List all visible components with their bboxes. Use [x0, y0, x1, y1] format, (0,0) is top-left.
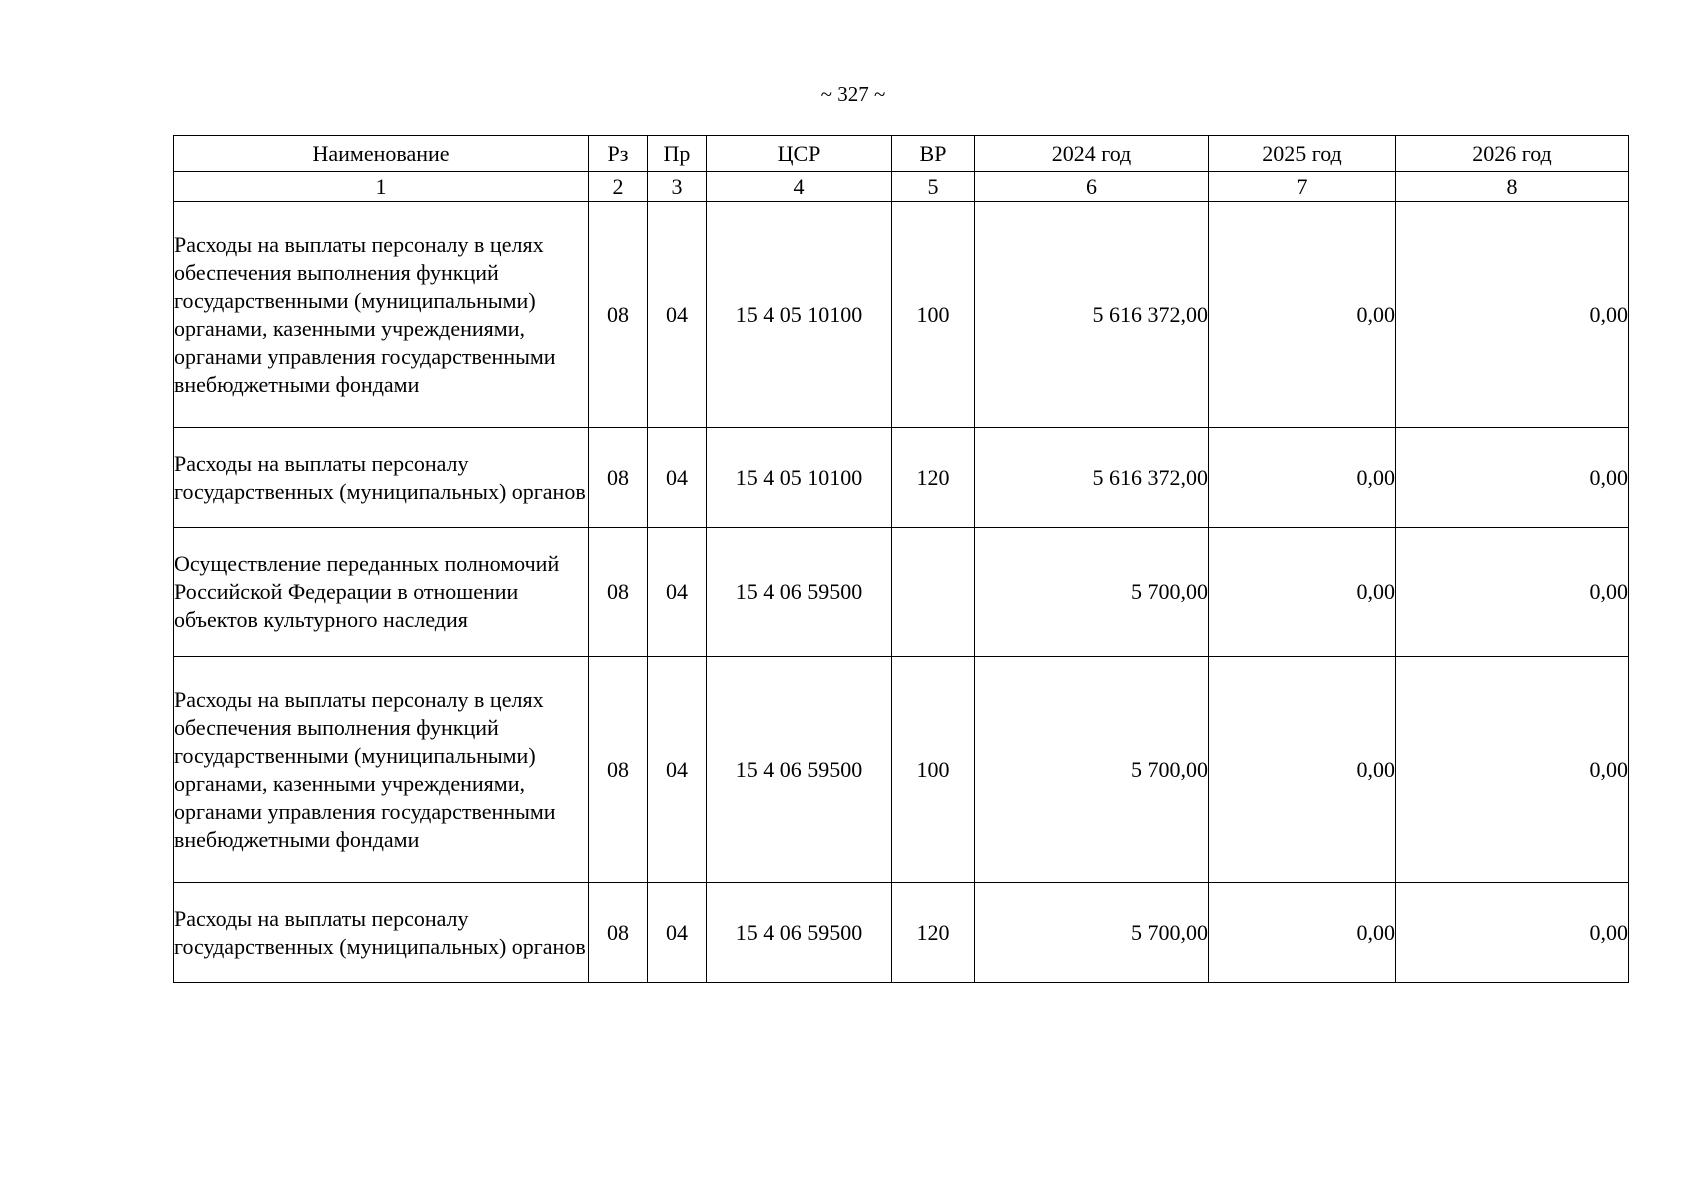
row-vr	[892, 528, 975, 657]
row-vr: 100	[892, 657, 975, 883]
row-csr: 15 4 05 10100	[707, 202, 892, 428]
header-2025: 2025 год	[1209, 136, 1396, 172]
table-row	[174, 657, 1629, 883]
row-2026: 0,00	[1396, 202, 1629, 428]
row-2025: 0,00	[1209, 657, 1396, 883]
row-2025: 0,00	[1209, 428, 1396, 528]
row-2024: 5 700,00	[975, 528, 1209, 657]
row-csr: 15 4 06 59500	[707, 528, 892, 657]
row-rz: 08	[589, 202, 648, 428]
row-name: Расходы на выплаты персоналу государственных (муниципальных) органов	[174, 428, 589, 528]
header-csr: ЦСР	[707, 136, 892, 172]
row-csr: 15 4 06 59500	[707, 883, 892, 983]
row-pr: 04	[648, 657, 707, 883]
column-number: 1	[174, 172, 589, 202]
row-rz: 08	[589, 528, 648, 657]
row-vr: 120	[892, 883, 975, 983]
row-name: Расходы на выплаты персоналу в целях обеспечения выполнения функций государственными (муниципальными) органами, казенными учреждениями, органами управления государственными внебюджетными фондами	[174, 202, 589, 428]
table-header-row	[174, 136, 1629, 172]
header-2026: 2026 год	[1396, 136, 1629, 172]
table-row	[174, 428, 1629, 528]
column-number-row	[174, 172, 1629, 202]
row-2024: 5 616 372,00	[975, 202, 1209, 428]
row-pr: 04	[648, 428, 707, 528]
row-2025: 0,00	[1209, 202, 1396, 428]
header-2024: 2024 год	[975, 136, 1209, 172]
header-name: Наименование	[174, 136, 589, 172]
column-number: 4	[707, 172, 892, 202]
row-pr: 04	[648, 883, 707, 983]
row-csr: 15 4 06 59500	[707, 657, 892, 883]
header-rz: Рз	[589, 136, 648, 172]
column-number: 8	[1396, 172, 1629, 202]
page-number: ~ 327 ~	[820, 82, 886, 106]
row-pr: 04	[648, 202, 707, 428]
header-vr: ВР	[892, 136, 975, 172]
row-2026: 0,00	[1396, 657, 1629, 883]
row-2026: 0,00	[1396, 428, 1629, 528]
row-2026: 0,00	[1396, 528, 1629, 657]
budget-table	[173, 135, 1629, 983]
row-rz: 08	[589, 883, 648, 983]
row-name: Расходы на выплаты персоналу государственных (муниципальных) органов	[174, 883, 589, 983]
row-vr: 100	[892, 202, 975, 428]
column-number: 6	[975, 172, 1209, 202]
row-2024: 5 616 372,00	[975, 428, 1209, 528]
row-2025: 0,00	[1209, 528, 1396, 657]
row-vr: 120	[892, 428, 975, 528]
column-number: 2	[589, 172, 648, 202]
row-rz: 08	[589, 428, 648, 528]
row-pr: 04	[648, 528, 707, 657]
row-name: Осуществление переданных полномочий Российской Федерации в отношении объектов культурного наследия	[174, 528, 589, 657]
table-row	[174, 528, 1629, 657]
column-number: 5	[892, 172, 975, 202]
column-number: 7	[1209, 172, 1396, 202]
column-number: 3	[648, 172, 707, 202]
row-2024: 5 700,00	[975, 657, 1209, 883]
row-csr: 15 4 05 10100	[707, 428, 892, 528]
row-2026: 0,00	[1396, 883, 1629, 983]
row-2024: 5 700,00	[975, 883, 1209, 983]
row-name: Расходы на выплаты персоналу в целях обеспечения выполнения функций государственными (муниципальными) органами, казенными учреждениями, органами управления государственными внебюджетными фондами	[174, 657, 589, 883]
row-rz: 08	[589, 657, 648, 883]
table-row	[174, 202, 1629, 428]
table-row	[174, 883, 1629, 983]
row-2025: 0,00	[1209, 883, 1396, 983]
header-pr: Пр	[648, 136, 707, 172]
